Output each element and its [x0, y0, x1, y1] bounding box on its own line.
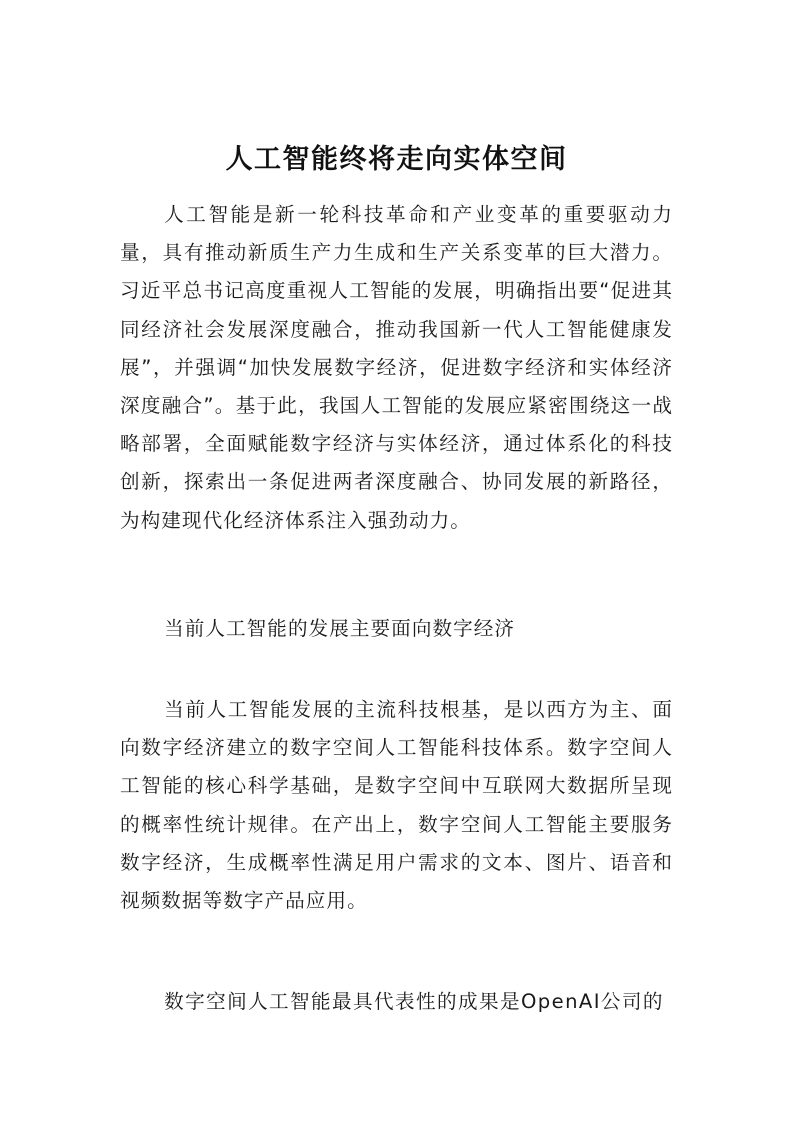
paragraph-intro: 人工智能是新一轮科技革命和产业变革的重要驱动力量，具有推动新质生产力生成和生产关系变革的巨大潜力。习近平总书记高度重视人工智能的发展，明确指出要“促进其同经济社会发展深度融合，推动我国新一代人工智能健康发展”，并强调“加快发展数字经济，促进数字经济和实体经济深度融合”。基于此，我国人工智能的发展应紧密围绕这一战略部署，全面赋能数字经济与实体经济，通过体系化的科技创新，探索出一条促进两者深度融合、协同发展的新路径，为构建现代化经济体系注入强劲动力。	[120, 203, 673, 532]
paragraph-digital-economy: 当前人工智能发展的主流科技根基，是以西方为主、面向数字经济建立的数字空间人工智能科技体系。数字空间人工智能的核心科学基础，是数字空间中互联网大数据所呈现的概率性统计规律。在产出上，数字空间人工智能主要服务数字经济，生成概率性满足用户需求的文本、图片、语音和视频数据等数字产品应用。	[120, 698, 673, 913]
document-title: 人工智能终将走向实体空间	[225, 144, 568, 176]
paragraph-representative-achievement: 数字空间人工智能最具代表性的成果是OpenAI公司的	[164, 990, 664, 1013]
section-heading: 当前人工智能的发展主要面向数字经济	[164, 617, 516, 640]
